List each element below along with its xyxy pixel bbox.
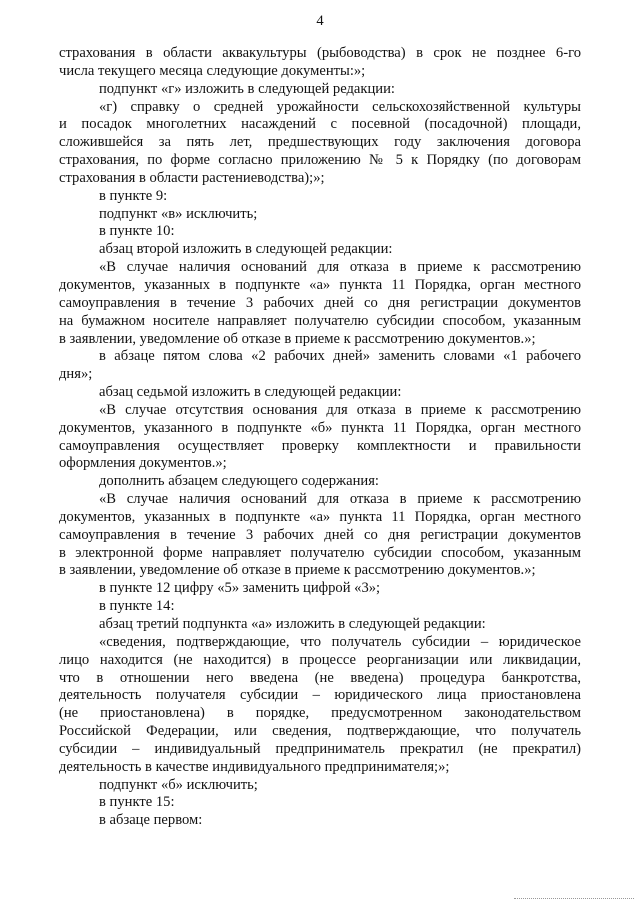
scan-edge-marks [514, 898, 634, 902]
text-line: Российской Федерации, или сведения, подтверждающие, что получатель [59, 723, 581, 740]
text-line: деятельность в качестве индивидуального предпринимателя;»; [59, 758, 450, 775]
text-line: в заявлении, уведомление об отказе в приеме к рассмотрению документов.»; [59, 330, 536, 347]
text-line: «сведения, подтверждающие, что получатель субсидии – юридическое [99, 633, 581, 650]
text-line: документов, указанного в подпункте «б» пункта 11 Порядка, орган местного [59, 419, 581, 436]
text-line: в пункте 12 цифру «5» заменить цифрой «3»; [99, 580, 381, 597]
text-line: подпункт «г» изложить в следующей редакции: [99, 80, 395, 97]
text-line: в электронной форме направляет получателю субсидии способом, указанным [59, 544, 581, 561]
text-line: дополнить абзацем следующего содержания: [99, 473, 379, 490]
document-body [59, 45, 581, 830]
text-line: страхования в области растениеводства);»; [59, 169, 325, 186]
text-line: сложившейся за пять лет, предшествующих году заключения договора [59, 134, 581, 151]
text-line: в абзаце пятом слова «2 рабочих дней» заменить словами «1 рабочего [99, 348, 581, 365]
text-line: в заявлении, уведомление об отказе в приеме к рассмотрению документов.»; [59, 562, 536, 579]
text-line: самоуправления в течение 3 рабочих дней со дня регистрации документов [59, 294, 581, 311]
text-line: и посадок многолетних насаждений с посевной (посадочной) площади, [59, 116, 581, 133]
text-line: самоуправления осуществляет проверку комплектности и правильности [59, 437, 581, 454]
text-line: самоуправления в течение 3 рабочих дней со дня регистрации документов [59, 526, 581, 543]
text-line: подпункт «в» исключить; [99, 205, 258, 222]
text-line: страхования в области аквакультуры (рыбоводства) в срок не позднее 6-го [59, 45, 581, 61]
page-number: 4 [316, 13, 324, 29]
text-line: оформления документов.»; [59, 455, 227, 472]
text-line: (не приостановлена) в порядке, предусмотренном законодательством [59, 705, 581, 722]
text-line: лицо находится (не находится) в процессе реорганизации или ликвидации, [59, 651, 581, 668]
text-line: «г) справку о средней урожайности сельскохозяйственной культуры [99, 98, 581, 115]
text-line: документов, указанных в подпункте «а» пункта 11 Порядка, орган местного [59, 276, 581, 293]
text-line: что в отношении него введена (не введена) процедура банкротства, [59, 669, 581, 686]
text-line: на бумажном носителе направляет получателю субсидии способом, указанным [59, 312, 581, 329]
text-line: дня»; [59, 366, 93, 383]
text-line: деятельность получателя субсидии – юридического лица приостановлена [59, 687, 581, 704]
text-line: абзац второй изложить в следующей редакции: [99, 241, 393, 258]
text-line: «В случае наличия оснований для отказа в приеме к рассмотрению [99, 259, 581, 276]
text-line: «В случае наличия оснований для отказа в приеме к рассмотрению [99, 491, 581, 508]
text-line: документов, указанных в подпункте «а» пункта 11 Порядка, орган местного [59, 508, 581, 525]
text-line: абзац седьмой изложить в следующей редакции: [99, 384, 402, 401]
text-line: «В случае отсутствия основания для отказа в приеме к рассмотрению [99, 401, 581, 418]
text-line: страхования, по форме согласно приложению № 5 к Порядку (по договорам [59, 152, 581, 169]
text-line: субсидии – индивидуальный предприниматель прекратил (не прекратил) [59, 740, 581, 757]
text-line: в абзаце первом: [99, 812, 203, 829]
text-line: абзац третий подпункта «а» изложить в следующей редакции: [99, 616, 486, 632]
text-line: в пункте 14: [99, 598, 175, 615]
text-line: в пункте 10: [99, 223, 175, 240]
text-line: в пункте 9: [99, 187, 168, 204]
text-line: в пункте 15: [99, 794, 175, 811]
text-line: подпункт «б» исключить; [99, 776, 258, 793]
text-line: числа текущего месяца следующие документы:»; [59, 62, 366, 79]
